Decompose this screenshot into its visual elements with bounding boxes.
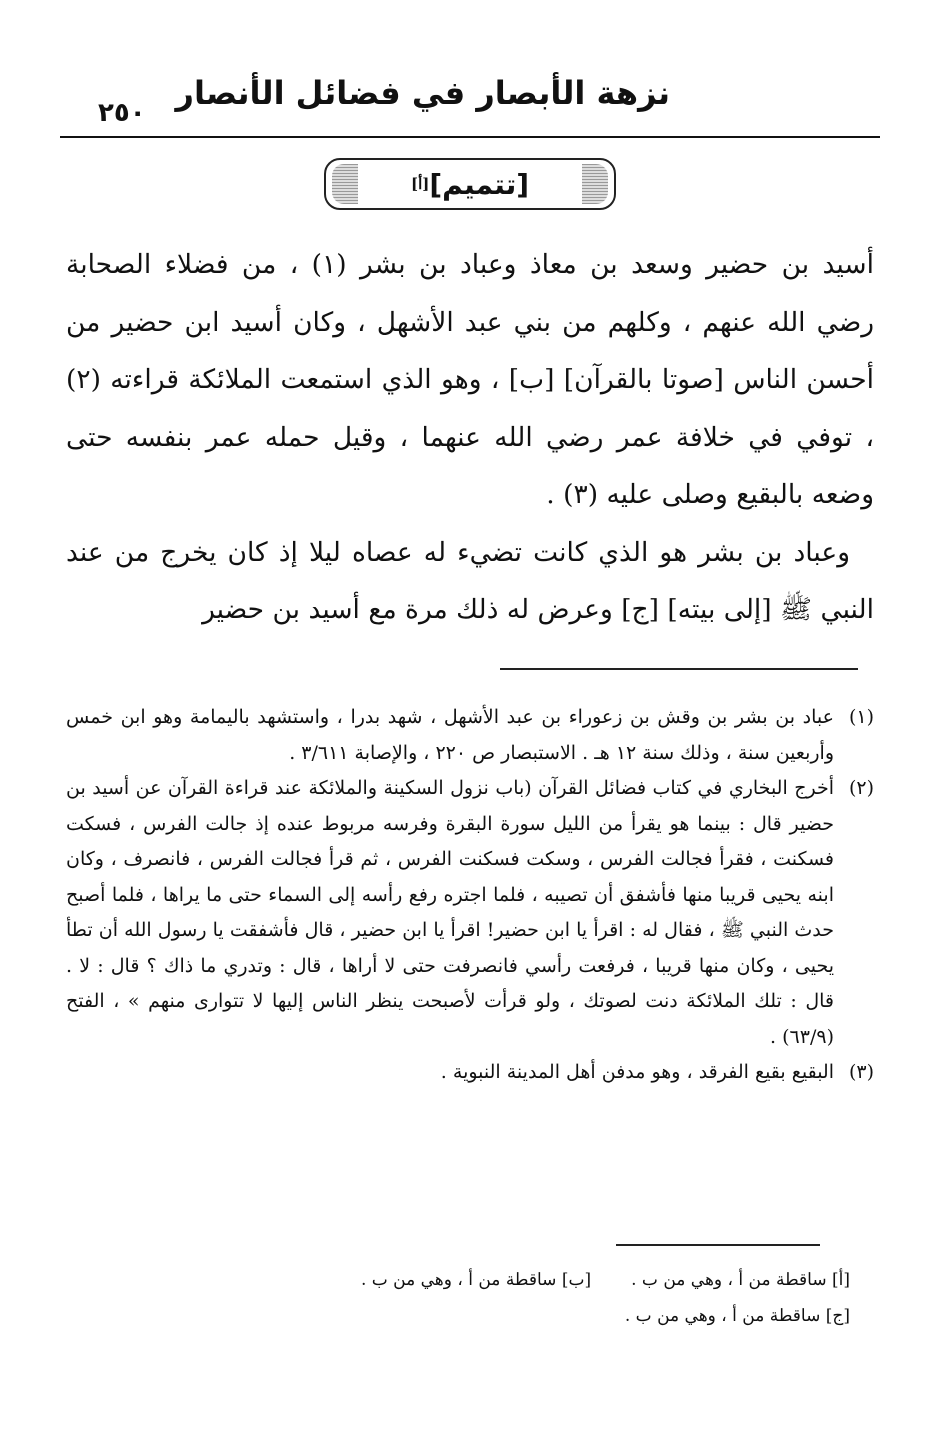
footnote-separator (500, 668, 858, 670)
page-header (60, 60, 880, 138)
footnote-text: عباد بن بشر بن وقش بن زعوراء بن عبد الأشهل ، شهد بدرا ، واستشهد باليمامة وهو ابن خمس وأربعين سنة ، وذلك سنة ١٢ هـ . الاستبصار ص ٢٢٠ ، والإصابة ٣/٦١١ . (66, 706, 834, 764)
section-variant-marker: [أ] (410, 175, 430, 193)
footnote-number: (١) (848, 706, 874, 728)
section-heading-box (324, 158, 616, 210)
variant-a: [أ] ساقطة من أ ، وهي من ب . (631, 1270, 850, 1290)
footnote-1 (66, 700, 874, 771)
footnote-text: أخرج البخاري في كتاب فضائل القرآن (باب نزول السكينة والملائكة عند قراءة القرآن عن أسيد بن حضير قال : بينما هو يقرأ من الليل سورة البقرة وفرسه مربوط عنده إذ جالت الفرس ، فسكت فسكنت ، فقرأ فجالت الفرس ، وسكت فسكنت الفرس ، ثم قرأ فجالت الفرس ، فانصرف ، وكان ابنه يحيى قريبا منها فأشفق أن تصيبه ، فلما اجتره رفع رأسه إلى السماء حتى ما يراها ، فلما أصبح حدث النبي ﷺ ، فقال له : اقرأ يا ابن حضير! اقرأ يا ابن حضير ، قال فأشفقت يا رسول الله أن تطأ يحيى ، وكان منها قريبا ، فرفعت رأسي فانصرفت حتى لا أراها ، قال : وتدري ما ذاك ؟ قال : لا . قال : تلك الملائكة دنت لصوتك ، ولو قرأت لأصبحت ينظر الناس إليها لا تتوارى منهم » ، الفتح (٦٣/٩) . (66, 777, 834, 1048)
footnote-3 (66, 1055, 874, 1091)
main-text (66, 236, 874, 639)
footnote-number: (٣) (848, 1061, 874, 1083)
page-number: ٢٥٠ (98, 98, 146, 128)
book-title: نزهة الأبصار في فضائل الأنصار (175, 74, 670, 112)
ornament-shade-left (332, 164, 358, 204)
ornament-shade-right (582, 164, 608, 204)
header-rule (60, 136, 880, 138)
footnote-2 (66, 771, 874, 1055)
section-title: [تتميم] (429, 167, 530, 201)
variant-c: [ج] ساقطة من أ ، وهي من ب . (624, 1306, 850, 1326)
variants-separator (616, 1244, 820, 1246)
paragraph-2: وعباد بن بشر هو الذي كانت تضيء له عصاه ليلا إذ كان يخرج من عند النبي ﷺ [إلى بيته] [ج] وعرض له ذلك مرة مع أسيد بن حضير (66, 536, 874, 625)
manuscript-variants (66, 1262, 850, 1334)
footnotes (66, 700, 874, 1091)
footnote-text: البقيع بقيع الفرقد ، وهو مدفن أهل المدينة النبوية . (440, 1061, 834, 1083)
footnote-number: (٢) (848, 777, 874, 799)
variants-row-1 (66, 1262, 850, 1298)
variant-b: [ب] ساقطة من أ ، وهي من ب . (360, 1270, 592, 1290)
paragraph-1: أسيد بن حضير وسعد بن معاذ وعباد بن بشر (١) ، من فضلاء الصحابة رضي الله عنهم ، وكلهم من بني عبد الأشهل ، وكان أسيد ابن حضير من أحسن الناس [صوتا بالقرآن] [ب] ، وهو الذي استمعت الملائكة قراءته (٢) ، توفي في خلافة عمر رضي الله عنهما ، وقيل حمله عمر بنفسه حتى وضعه بالبقيع وصلى عليه (٣) . (66, 249, 874, 510)
variants-row-2 (66, 1298, 850, 1334)
